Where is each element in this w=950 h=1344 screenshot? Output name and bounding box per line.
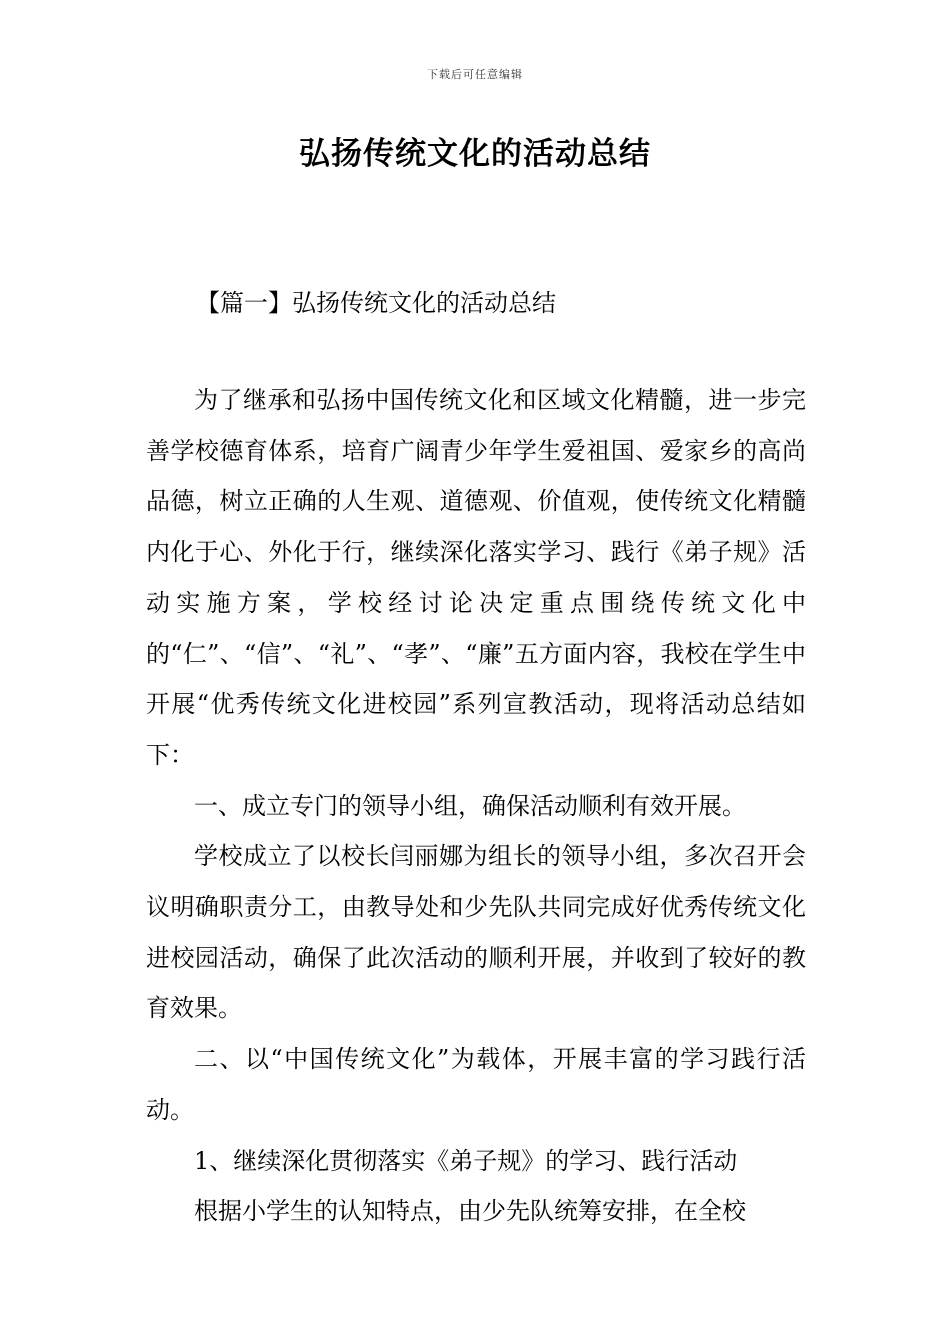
section-heading: 【篇一】弘扬传统文化的活动总结	[196, 289, 556, 317]
document-body	[146, 375, 806, 1237]
paragraph-point-one: 一、成立专门的领导小组，确保活动顺利有效开展。	[194, 791, 746, 820]
paragraph-point-two: 二、以“中国传统文化”为载体，开展丰富的学习践行活动。	[146, 1045, 806, 1124]
paragraph-arrangement: 根据小学生的认知特点，由少先队统筹安排，在全校	[194, 1197, 746, 1226]
document-title: 弘扬传统文化的活动总结	[299, 136, 651, 172]
page-header-note: 下载后可任意编辑	[427, 68, 523, 81]
paragraph-intro: 为了继承和弘扬中国传统文化和区域文化精髓，进一步完善学校德育体系，培育广阔青少年学生爱祖国、爱家乡的高尚品德，树立正确的人生观、道德观、价值观，使传统文化精髓内化于心、外化于行，继续深化落实学习、践行《弟子规》活动实施方案，学校经讨论决定重点围绕传统文化中的“仁”、“信”、“礼”、“孝”、“廉”五方面内容，我校在学生中开展“优秀传统文化进校园”系列宣教活动，现将活动总结如下：	[146, 386, 806, 769]
paragraph-subpoint-one: 1、继续深化贯彻落实《弟子规》的学习、践行活动	[194, 1146, 738, 1175]
paragraph-leadership: 学校成立了以校长闫丽娜为组长的领导小组，多次召开会议明确职责分工，由教导处和少先队共同完成好优秀传统文化进校园活动，确保了此次活动的顺利开展，并收到了较好的教育效果。	[146, 842, 806, 1023]
